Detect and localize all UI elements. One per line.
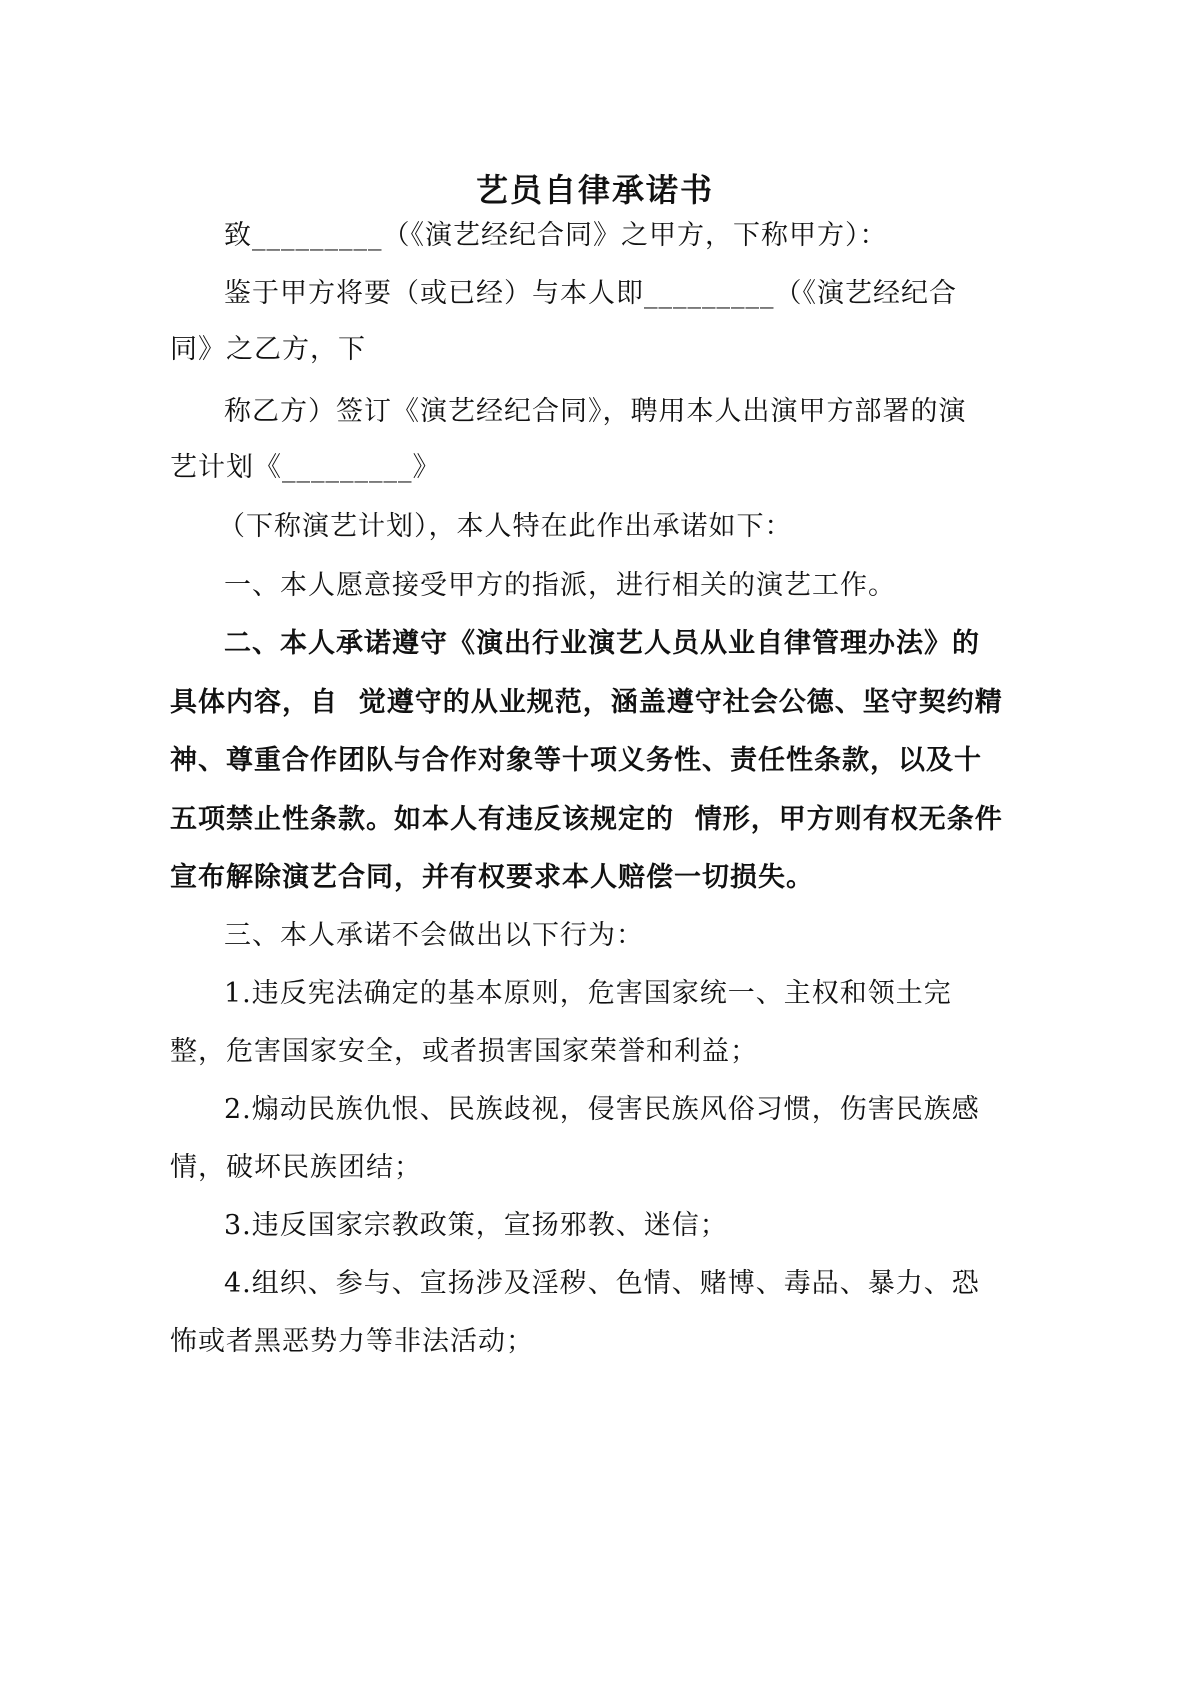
bold-text-line: 五项禁止性条款。如本人有违反该规定的 情形，甲方则有权无条件 [170, 804, 1003, 835]
bold-text-line: 具体内容，自 觉遵守的从业规范，涵盖遵守社会公德、坚守契约精 [170, 687, 1003, 718]
text-line: 怖或者黑恶势力等非法活动； [170, 1326, 534, 1357]
bold-text-line: 宣布解除演艺合同，并有权要求本人赔偿一切损失。 [170, 862, 814, 893]
list-item: 1.违反宪法确定的基本原则，危害国家统一、主权和领土完 [224, 978, 952, 1009]
list-item: 4.组织、参与、宣扬涉及淫秽、色情、赌博、毒品、暴力、恐 [224, 1268, 980, 1299]
text-line: 称乙方）签订《演艺经纪合同》，聘用本人出演甲方部署的演 [224, 396, 967, 427]
list-item: 2.煽动民族仇恨、民族歧视，侵害民族风俗习惯，伤害民族感 [224, 1094, 980, 1125]
text-line: 三、本人承诺不会做出以下行为： [224, 920, 644, 951]
text-line: 鉴于甲方将要（或已经）与本人即_________（《演艺经纪合 [224, 278, 957, 309]
text-line: 艺计划《_________》 [170, 452, 441, 483]
document-title: 艺员自律承诺书 [475, 171, 714, 209]
text-line: 致_________（《演艺经纪合同》之甲方，下称甲方）： [224, 220, 888, 251]
text-line: 同》之乙方，下 [170, 334, 366, 365]
text-line: （下称演艺计划），本人特在此作出承诺如下： [218, 511, 793, 542]
text-line: 整，危害国家安全，或者损害国家荣誉和利益； [170, 1036, 758, 1067]
bold-text-line: 二、本人承诺遵守《演出行业演艺人员从业自律管理办法》的 [224, 628, 980, 659]
bold-text-line: 神、尊重合作团队与合作对象等十项义务性、责任性条款，以及十 [170, 745, 982, 776]
text-line: 情，破坏民族团结； [170, 1152, 422, 1183]
text-line: 一、本人愿意接受甲方的指派，进行相关的演艺工作。 [224, 570, 896, 601]
list-item: 3.违反国家宗教政策，宣扬邪教、迷信； [224, 1210, 728, 1241]
